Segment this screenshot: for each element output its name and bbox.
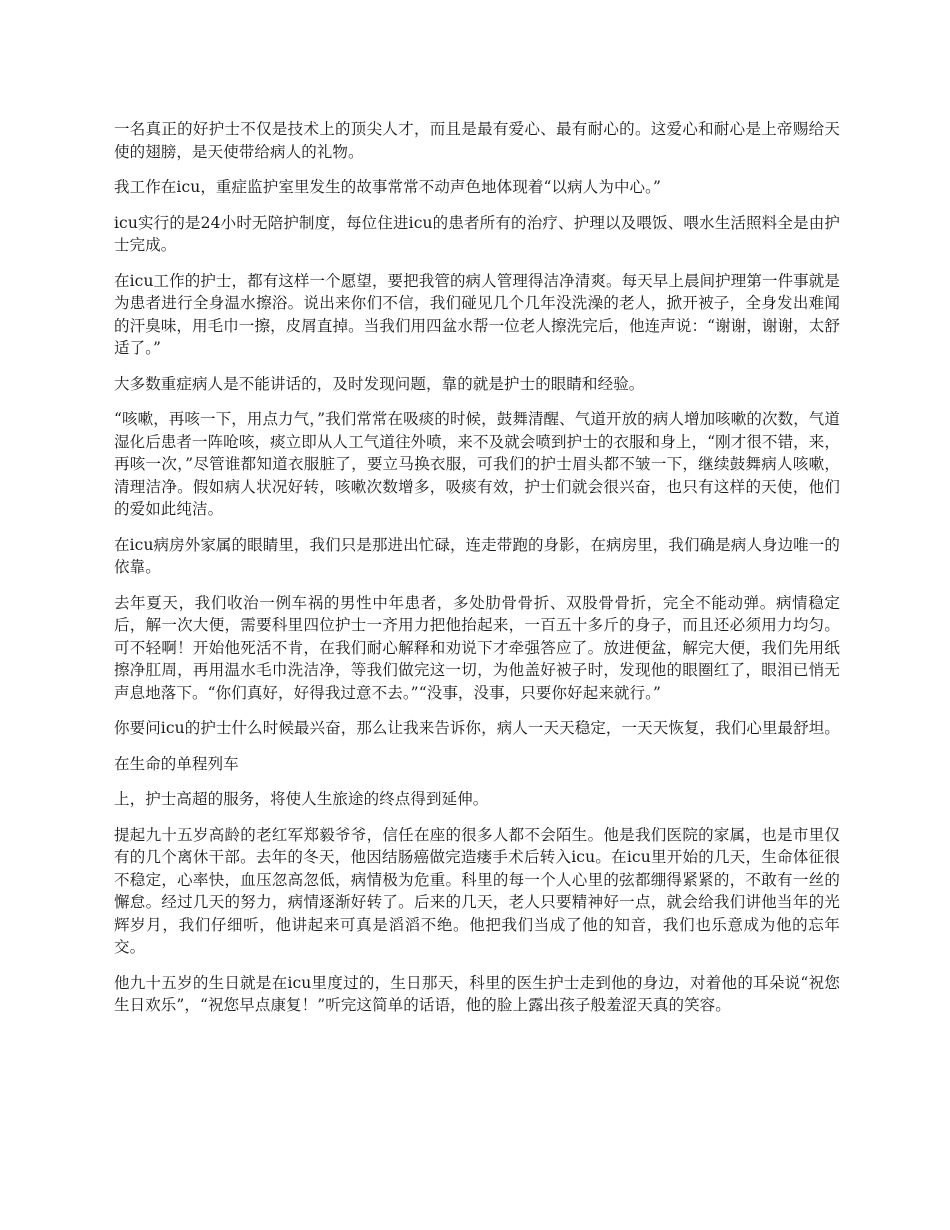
paragraph-11: 上，护士高超的服务，将使人生旅途的终点得到延伸。 [114, 790, 489, 808]
paragraph-3: icu实行的是24小时无陪护制度，每位住进icu的患者所有的治疗、护理以及喂饭、喂水生活照料全是由护士完成。 [114, 213, 840, 254]
paragraph-5: 大多数重症病人是不能讲话的，及时发现问题，靠的就是护士的眼睛和经验。 [114, 374, 645, 393]
paragraph-10: 在生命的单程列车 [114, 754, 239, 773]
paragraph-2: 我工作在icu，重症监护室里发生的故事常常不动声色地体现着“以病人为中心。” [114, 178, 662, 196]
paragraph-9: 你要问icu的护士什么时候最兴奋，那么让我来告诉你，病人一天天稳定，一天天恢复，我们心里最舒坦。 [114, 719, 840, 737]
paragraph-4: 在icu工作的护士，都有这样一个愿望，要把我管的病人管理得洁净清爽。每天早上晨间护理第一件事就是为患者进行全身温水擦浴。说出来你们不信，我们碰见几个几年没洗澡的老人，掀开被子，全身发出难闻的汗臭味，用毛巾一擦，皮屑直掉。当我们用四盆水帮一位老人擦洗完后，他连声说：“谢谢，谢谢，太舒适了。” [114, 271, 840, 357]
document-body [114, 118, 840, 1017]
paragraph-6: “咳嗽，再咳一下，用点力气，”我们常常在吸痰的时候，鼓舞清醒、气道开放的病人增加咳嗽的次数，气道湿化后患者一阵呛咳，痰立即从人工气道往外喷，来不及就会喷到护士的衣服和身上，“刚才很不错，来，再咳一次，”尽管谁都知道衣服脏了，要立马换衣服，可我们的护士眉头都不皱一下，继续鼓舞病人咳嗽，清理洁净。假如病人状况好转，咳嗽次数增多，吸痰有效，护士们就会很兴奋，也只有这样的天使，他们的爱如此纯洁。 [114, 410, 840, 518]
paragraph-1: 一名真正的好护士不仅是技术上的顶尖人才，而且是最有爱心、最有耐心的。这爱心和耐心是上帝赐给天使的翅膀，是天使带给病人的礼物。 [114, 120, 840, 161]
paragraph-7: 在icu病房外家属的眼睛里，我们只是那进出忙碌，连走带跑的身影，在病房里，我们确是病人身边唯一的依靠。 [114, 535, 840, 576]
paragraph-12: 提起九十五岁高龄的老红军郑毅爷爷，信任在座的很多人都不会陌生。他是我们医院的家属，也是市里仅有的几个离休干部。去年的冬天，他因结肠癌做完造瘘手术后转入icu。在icu里开始的几天，生命体征很不稳定，心率快，血压忽高忽低，病情极为危重。科里的每一个人心里的弦都绷得紧紧的，不敢有一丝的懈怠。经过几天的努力，病情逐渐好转了。后来的几天，老人只要精神好一点，就会给我们讲他当年的光辉岁月，我们仔细听，他讲起来可真是滔滔不绝。他把我们当成了他的知音，我们也乐意成为他的忘年交。 [114, 825, 840, 956]
paragraph-8: 去年夏天，我们收治一例车祸的男性中年患者，多处肋骨骨折、双股骨骨折，完全不能动弹。病情稳定后，解一次大便，需要科里四位护士一齐用力把他抬起来，一百五十多斤的身子，而且还必须用力均匀。可不轻啊！开始他死活不肯，在我们耐心解释和劝说下才牵强答应了。放进便盆，解完大便，我们先用纸擦净肛周，再用温水毛巾洗洁净，等我们做完这一切，为他盖好被子时，发现他的眼圈红了，眼泪已悄无声息地落下。“你们真好，好得我过意不去。”“没事，没事，只要你好起来就行。” [114, 593, 840, 702]
paragraph-13: 他九十五岁的生日就是在icu里度过的，生日那天，科里的医生护士走到他的身边，对着他的耳朵说“祝您生日欢乐”，“祝您早点康复！”听完这简单的话语，他的脸上露出孩子般羞涩天真的笑容。 [114, 973, 840, 1014]
